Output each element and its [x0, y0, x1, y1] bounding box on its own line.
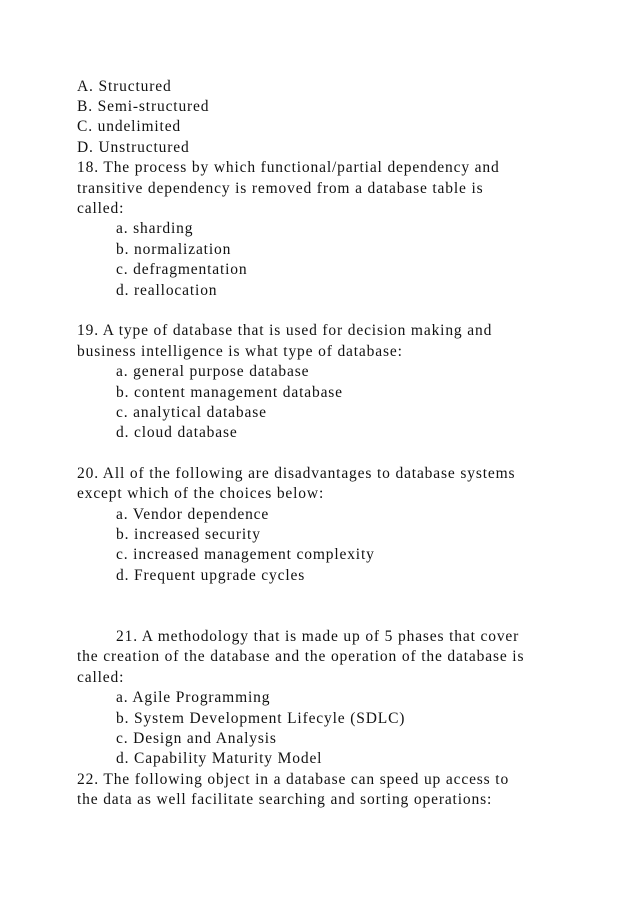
q20-option-b: b. increased security: [116, 526, 261, 543]
q22-stem-line-2: the data as well facilitate searching and sorting operations:: [77, 791, 493, 808]
q20-option-d: d. Frequent upgrade cycles: [116, 567, 306, 584]
q21-stem-line-1: 21. A methodology that is made up of 5 phases that cover: [116, 628, 520, 645]
q18-option-a: a. sharding: [116, 220, 194, 237]
q18-option-b: b. normalization: [116, 241, 232, 258]
q18-option-d: d. reallocation: [116, 282, 218, 299]
q19-stem-line-1: 19. A type of database that is used for decision making and: [77, 322, 493, 339]
q17-option-d: D. Unstructured: [77, 139, 190, 156]
q20-option-c: c. increased management complexity: [116, 546, 375, 563]
q19-option-b: b. content management database: [116, 384, 343, 401]
q19-option-a: a. general purpose database: [116, 363, 310, 380]
q17-option-b: B. Semi-structured: [77, 98, 210, 115]
q18-stem-line-3: called:: [77, 200, 125, 217]
q20-option-a: a. Vendor dependence: [116, 506, 270, 523]
q18-stem-line-1: 18. The process by which functional/partial dependency and: [77, 159, 500, 176]
q21-option-d: d. Capability Maturity Model: [116, 750, 323, 767]
q21-stem-line-3: called:: [77, 669, 125, 686]
q21-option-c: c. Design and Analysis: [116, 730, 277, 747]
q21-stem-line-2: the creation of the database and the operation of the database is: [77, 648, 525, 665]
q20-stem-line-2: except which of the choices below:: [77, 485, 325, 502]
q22-stem-line-1: 22. The following object in a database can speed up access to: [77, 771, 510, 788]
q17-option-a: A. Structured: [77, 78, 172, 95]
q17-option-c: C. undelimited: [77, 118, 182, 135]
q21-option-b: b. System Development Lifecyle (SDLC): [116, 710, 406, 727]
q19-option-d: d. cloud database: [116, 424, 238, 441]
q19-stem-line-2: business intelligence is what type of database:: [77, 343, 403, 360]
q21-option-a: a. Agile Programming: [116, 689, 271, 706]
q19-option-c: c. analytical database: [116, 404, 267, 421]
q18-option-c: c. defragmentation: [116, 261, 248, 278]
q18-stem-line-2: transitive dependency is removed from a database table is: [77, 180, 484, 197]
q20-stem-line-1: 20. All of the following are disadvantages to database systems: [77, 465, 516, 482]
